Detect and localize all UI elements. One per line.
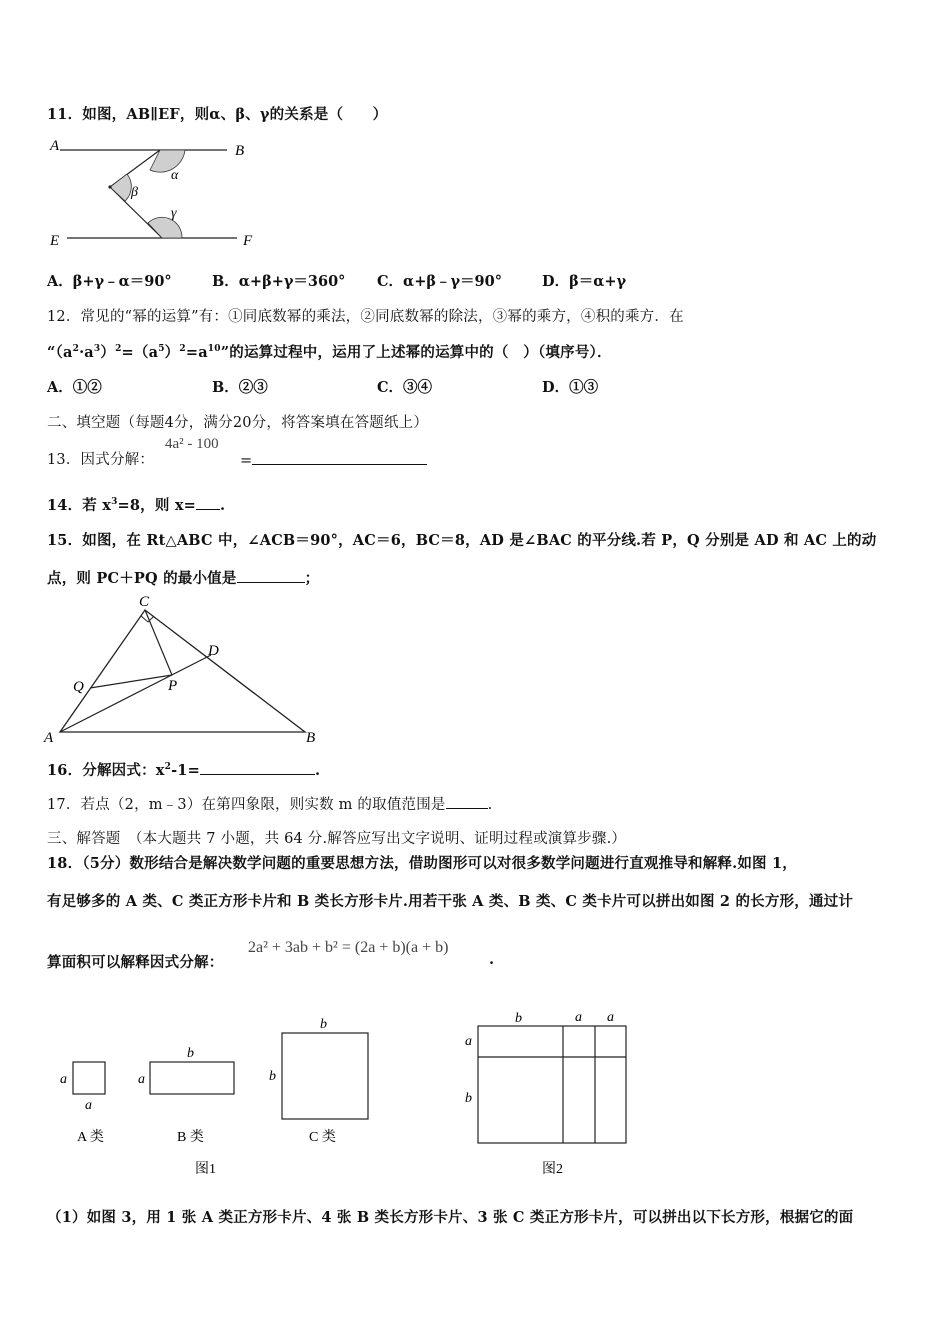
q15-figure — [40, 590, 330, 750]
q12-option-d[interactable]: D．①③ — [542, 379, 599, 396]
card-b-rect — [150, 1062, 234, 1094]
q11-figure — [45, 135, 275, 255]
q17-blank[interactable] — [446, 794, 488, 809]
card-c-top-label: b — [320, 1017, 327, 1032]
q18-figure1 — [55, 1015, 385, 1185]
card-b-side-label: a — [138, 1072, 145, 1087]
fig2-top-a2: a — [607, 1010, 614, 1025]
section3-heading: 三、解答题 （本大题共 7 小题，共 64 分.解答应写出文字说明、证明过程或演算步骤.） — [47, 831, 627, 847]
q18-line2: 有足够多的 A 类、C 类正方形卡片和 B 类长方形卡片.用若干张 A 类、B 类、C 类卡片可以拼出如图 2 的长方形，通过计 — [47, 893, 854, 910]
q12-option-a[interactable]: A．①② — [47, 379, 102, 396]
fig2-side-b: b — [465, 1091, 472, 1106]
q11-label-B: B — [235, 143, 245, 159]
q11-option-c[interactable]: C．α+β﹣γ＝90° — [377, 273, 502, 290]
fig2-top-b: b — [515, 1011, 522, 1026]
q15-label-C: C — [139, 594, 150, 610]
card-a-bottom-label: a — [85, 1098, 92, 1113]
q15-blank[interactable] — [237, 568, 305, 583]
fig2-top-a1: a — [575, 1010, 582, 1025]
q11-option-b[interactable]: B．α+β+γ＝360° — [212, 273, 346, 290]
q13-expression: 4a² - 100 — [165, 436, 219, 452]
q13-label: 13．因式分解： — [47, 452, 155, 468]
fig2-side-a: a — [465, 1034, 472, 1049]
q11-stem: 11．如图，AB∥EF，则α、β、γ的关系是（ ） — [47, 106, 388, 123]
card-a-caption: A 类 — [77, 1130, 104, 1145]
q15-label-B: B — [306, 730, 316, 746]
card-b-top-label: b — [187, 1046, 194, 1061]
q16-text: 16．分解因式：$x^2-1=$ . — [47, 762, 321, 779]
q11-label-F: F — [243, 233, 253, 249]
q13-blank[interactable] — [252, 450, 427, 465]
q15-label-A: A — [44, 730, 54, 746]
q15-label-D: D — [208, 643, 219, 659]
q15-line1: 15．如图，在 Rt△ABC 中，∠ACB＝90°，AC＝6，BC＝8，AD 是∠BAC 的平分线.若 P，Q 分别是 AD 和 AC 上的动 — [47, 532, 877, 549]
q15-line2: 点，则 PC＋PQ 的最小值是 ； — [47, 570, 320, 587]
q15-label-P: P — [168, 678, 178, 694]
q18-line1: 18．（5分）数形结合是解决数学问题的重要思想方法，借助图形可以对很多数学问题进行直观推导和解释.如图 1， — [47, 855, 797, 872]
card-b-caption: B 类 — [177, 1130, 204, 1145]
section2-heading: 二、填空题（每题4分，满分20分，将答案填在答题纸上） — [47, 415, 429, 431]
q18-line3: 算面积可以解释因式分解： — [47, 954, 224, 971]
q11-label-A: A — [50, 138, 60, 154]
q11-label-alpha: α — [171, 168, 179, 183]
card-a-side-label: a — [60, 1072, 67, 1087]
q18-formula: 2a² + 3ab + b² = (2a + b)(a + b) — [248, 939, 449, 956]
q16-blank[interactable] — [200, 760, 315, 775]
figure2-title: 图2 — [542, 1162, 563, 1177]
q14-text: 14．若 $x^3=8$，则 x= . — [47, 497, 226, 514]
q12-option-c[interactable]: C．③④ — [377, 379, 433, 396]
q11-label-beta: β — [131, 185, 138, 200]
q14-blank[interactable] — [196, 495, 220, 510]
q15-label-Q: Q — [73, 679, 84, 695]
q11-option-a[interactable]: A．β+γ﹣α＝90° — [47, 273, 172, 290]
q11-label-E: E — [50, 233, 60, 249]
q13-answer: = — [240, 450, 427, 469]
q18-figure2 — [455, 1005, 655, 1185]
q12-line1: 12．常见的“幂的运算”有：①同底数幂的乘法，②同底数幂的除法，③幂的乘方，④积的乘方．在 — [47, 309, 684, 325]
card-c-side-label: b — [269, 1069, 276, 1084]
card-c-caption: C 类 — [309, 1130, 336, 1145]
q18-formula-end: . — [489, 951, 495, 968]
q11-label-gamma: γ — [171, 206, 177, 221]
figure1-title: 图1 — [195, 1162, 216, 1177]
q12-line2: “$(a^2\cdot a^3)^2=(a^5)^2=a^{10}$”的运算过程中，运用了上述幂的运算中的（ ）（填序号）． — [47, 344, 612, 361]
q11-option-d[interactable]: D．β＝α+γ — [542, 273, 627, 290]
q12-option-b[interactable]: B．②③ — [212, 379, 268, 396]
q18-sub1: （1）如图 3，用 1 张 A 类正方形卡片、4 张 B 类长方形卡片、3 张 C 类正方形卡片，可以拼出以下长方形，根据它的面 — [47, 1209, 854, 1226]
card-a-square — [73, 1062, 105, 1094]
card-c-square — [282, 1033, 368, 1119]
q17-text: 17．若点（2，m﹣3）在第四象限，则实数 m 的取值范围是 . — [47, 793, 492, 814]
